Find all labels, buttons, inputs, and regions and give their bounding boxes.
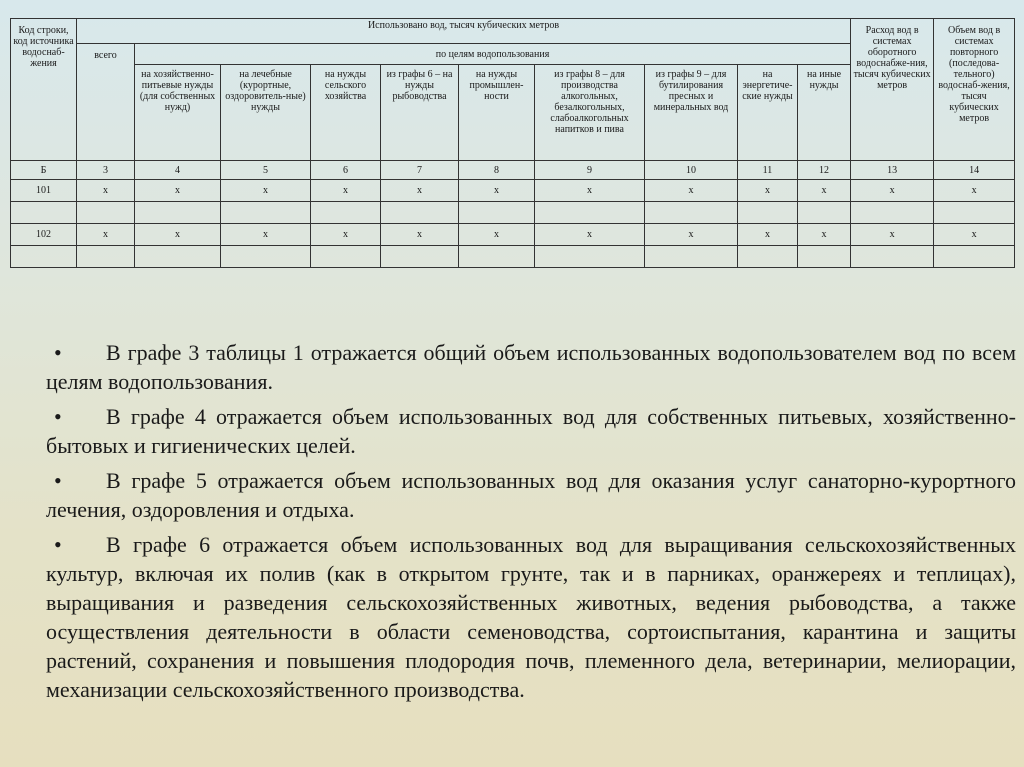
- table-cell: [645, 246, 738, 268]
- table-cell: [645, 202, 738, 224]
- table-cell: х: [311, 180, 381, 202]
- table-cell: [459, 246, 535, 268]
- bullet-mark: •: [54, 340, 62, 365]
- table-cell: [851, 246, 934, 268]
- col-number: 12: [798, 161, 851, 180]
- col-number: Б: [11, 161, 77, 180]
- table-cell: х: [851, 224, 934, 246]
- column-numbers-row: [11, 161, 1015, 180]
- bullet-item: [46, 466, 1016, 524]
- table-cell: [221, 246, 311, 268]
- bullet-mark: •: [54, 532, 62, 557]
- col-number: 4: [135, 161, 221, 180]
- col-number: 7: [381, 161, 459, 180]
- table-cell: [311, 246, 381, 268]
- header-sub-col: на энергетиче-ские нужды: [738, 65, 798, 161]
- table-cell: [798, 202, 851, 224]
- table-cell: [459, 202, 535, 224]
- bullet-list: [46, 338, 1016, 710]
- table-cell: х: [934, 224, 1015, 246]
- table-cell: х: [798, 180, 851, 202]
- bullet-item: [46, 338, 1016, 396]
- bullet-text: В графе 6 отражается объем использованных вод для выращивания сельскохозяйственных культур, включая их полив (как в открытом грунте, так и в парниках, оранжереях и теплицах), выращивания и разведения сельскохозяйственных животных, ведения рыбоводства, а также осуществления деятельности в области семеноводства, сортоиспытания, карантина и защиты растений, сохранения и повышения плодородия почв, племенного дела, ветеринарии, мелиорации, механизации сельскохозяйственного производства.: [46, 532, 1016, 702]
- table-cell: [798, 246, 851, 268]
- table-cell: х: [221, 180, 311, 202]
- table-row: [11, 246, 1015, 268]
- col-number: 5: [221, 161, 311, 180]
- table-cell: [77, 246, 135, 268]
- table-row: [11, 224, 1015, 246]
- header-sub-col: на иные нужды: [798, 65, 851, 161]
- header-sub-col: на лечебные (курортные, оздоровитель-ные) нужды: [221, 65, 311, 161]
- header-code-col: Код строки, код источника водоснаб-жения: [11, 19, 77, 161]
- table-cell: [934, 246, 1015, 268]
- table-cell: х: [645, 180, 738, 202]
- col-number: 9: [535, 161, 645, 180]
- col-number: 13: [851, 161, 934, 180]
- table-cell: [135, 246, 221, 268]
- table-cell: [77, 202, 135, 224]
- table-cell: х: [77, 180, 135, 202]
- table-row: [11, 180, 1015, 202]
- header-sub-col: из графы 6 – на нужды рыбоводства: [381, 65, 459, 161]
- bullet-mark: •: [54, 468, 62, 493]
- bullet-text: В графе 4 отражается объем использованных вод для собственных питьевых, хозяйственно-бытовых и гигиенических целей.: [46, 404, 1016, 458]
- table-cell: х: [459, 180, 535, 202]
- row-code: [11, 246, 77, 268]
- bullet-item: [46, 402, 1016, 460]
- table-cell: х: [645, 224, 738, 246]
- header-sub-col: на хозяйственно-питьевые нужды (для собственных нужд): [135, 65, 221, 161]
- table-cell: [738, 246, 798, 268]
- water-usage-table-container: [10, 18, 1014, 268]
- table-cell: х: [221, 224, 311, 246]
- row-code: 102: [11, 224, 77, 246]
- table-cell: х: [311, 224, 381, 246]
- header-sub-col: из графы 9 – для бутилирования пресных и минеральных вод: [645, 65, 738, 161]
- table-cell: х: [135, 224, 221, 246]
- header-recirculation: Расход вод в системах оборотного водоснабже-ния, тысяч кубических метров: [851, 19, 934, 161]
- table-cell: [381, 246, 459, 268]
- bullet-mark: •: [54, 404, 62, 429]
- bullet-text: В графе 5 отражается объем использованных вод для оказания услуг санаторно-курортного лечения, оздоровления и отдыха.: [46, 468, 1016, 522]
- table-cell: х: [77, 224, 135, 246]
- col-number: 10: [645, 161, 738, 180]
- header-total: всего: [77, 44, 135, 161]
- header-reuse: Объем вод в системах повторного (последова-тельного) водоснаб-жения, тысяч кубических метров: [934, 19, 1015, 161]
- header-sub-col: на нужды промышлен-ности: [459, 65, 535, 161]
- col-number: 8: [459, 161, 535, 180]
- table-cell: [381, 202, 459, 224]
- header-sub-col: из графы 8 – для производства алкогольных, безалкогольных, слабоалкогольных напитков и пива: [535, 65, 645, 161]
- table-cell: [535, 246, 645, 268]
- header-row-1: [11, 19, 1015, 44]
- table-cell: х: [459, 224, 535, 246]
- col-number: 11: [738, 161, 798, 180]
- row-code: 101: [11, 180, 77, 202]
- table-cell: х: [381, 224, 459, 246]
- table-cell: х: [851, 180, 934, 202]
- bullet-text: В графе 3 таблицы 1 отражается общий объем использованных водопользователем вод по всем целям водопользования.: [46, 340, 1016, 394]
- header-used-water: Использовано вод, тысяч кубических метров: [77, 19, 851, 44]
- table-cell: х: [135, 180, 221, 202]
- col-number: 6: [311, 161, 381, 180]
- col-number: 3: [77, 161, 135, 180]
- table-cell: [135, 202, 221, 224]
- table-cell: х: [535, 180, 645, 202]
- table-cell: х: [738, 180, 798, 202]
- table-cell: х: [535, 224, 645, 246]
- table-cell: [221, 202, 311, 224]
- water-usage-table: [10, 18, 1015, 268]
- table-cell: [738, 202, 798, 224]
- table-cell: х: [934, 180, 1015, 202]
- table-cell: х: [738, 224, 798, 246]
- header-by-purpose: по целям водопользования: [135, 44, 851, 65]
- table-cell: [934, 202, 1015, 224]
- table-cell: [851, 202, 934, 224]
- table-cell: [535, 202, 645, 224]
- table-row: [11, 202, 1015, 224]
- table-cell: х: [381, 180, 459, 202]
- row-code: [11, 202, 77, 224]
- table-cell: х: [798, 224, 851, 246]
- bullet-item: [46, 530, 1016, 704]
- header-sub-col: на нужды сельского хозяйства: [311, 65, 381, 161]
- col-number: 14: [934, 161, 1015, 180]
- table-cell: [311, 202, 381, 224]
